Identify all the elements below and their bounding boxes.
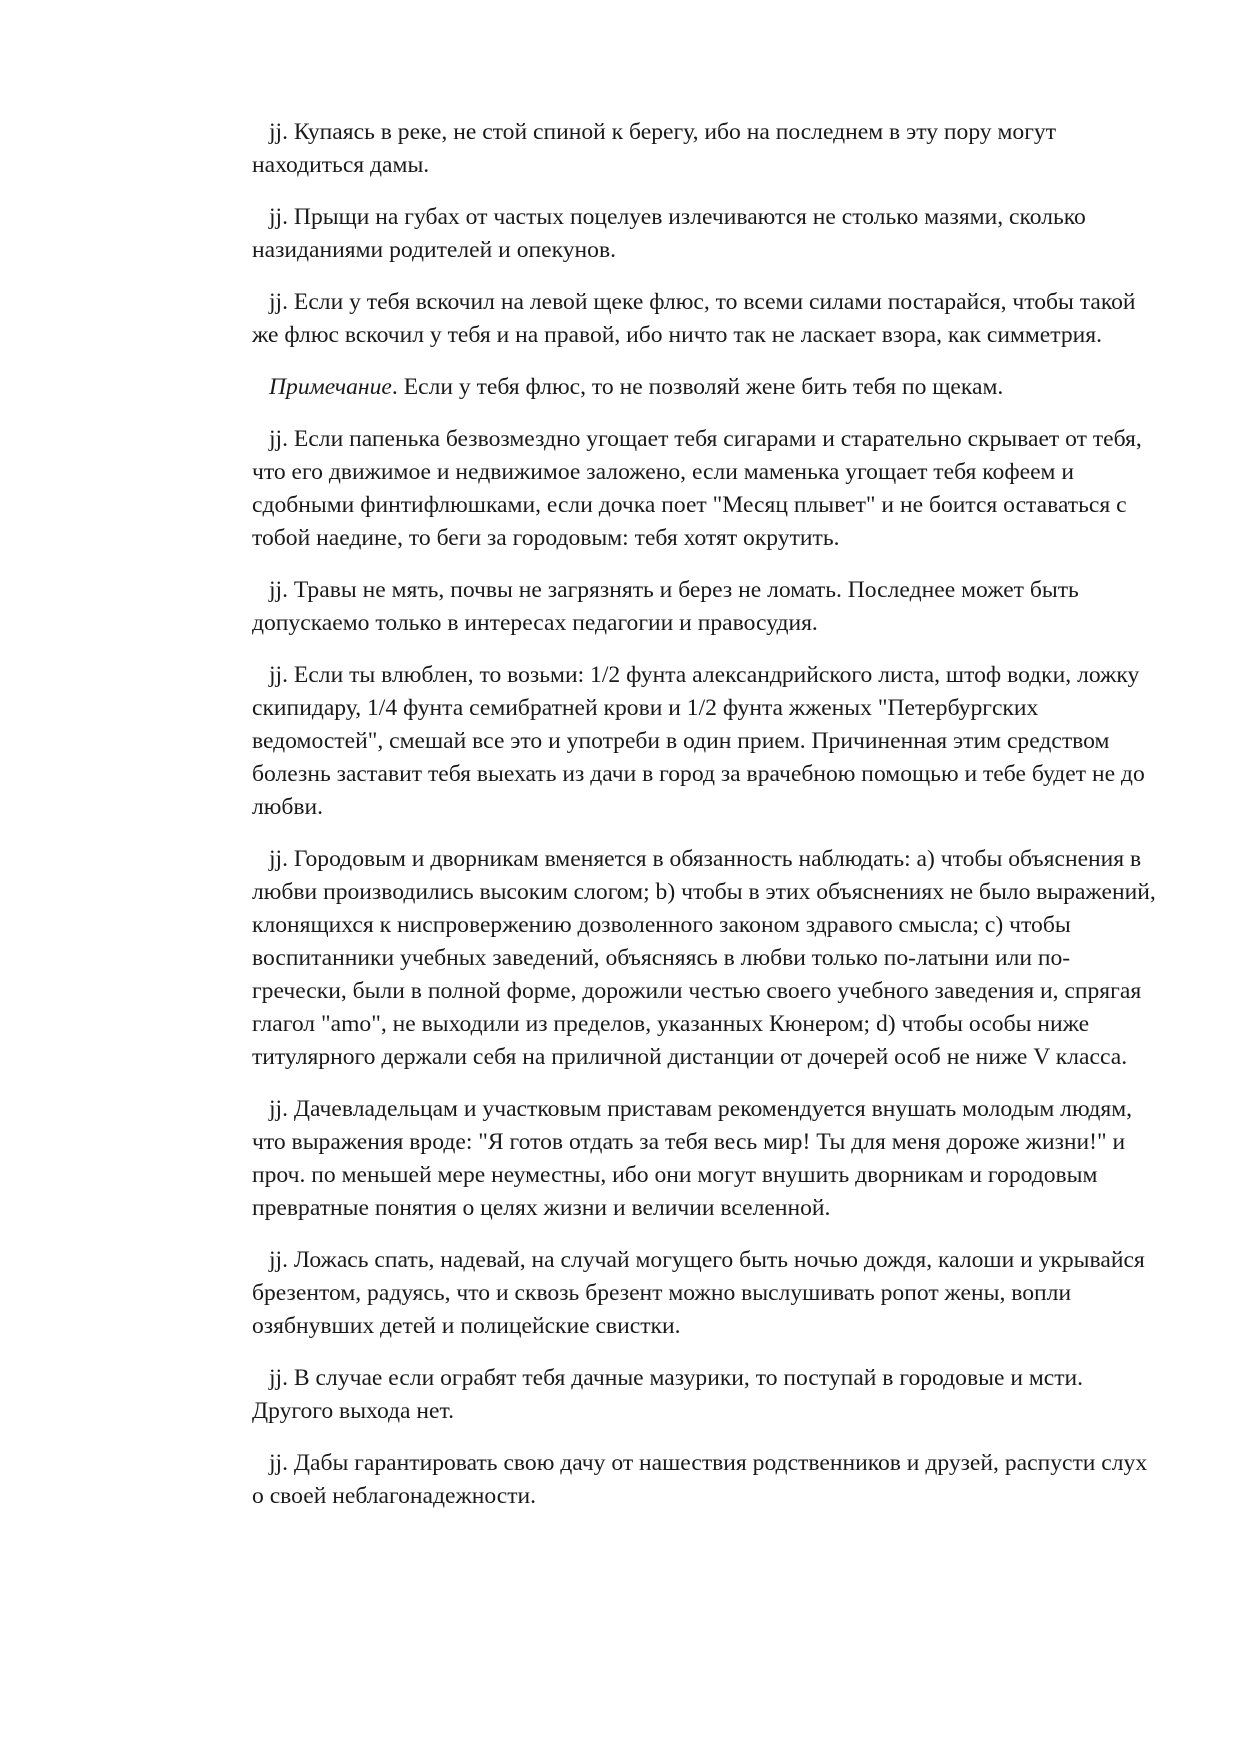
note-label: Примечание [269, 374, 392, 400]
paragraph-text: jj. Прыщи на губах от частых поцелуев излечиваются не столько мазями, сколько назиданиями родителей и опекунов. [252, 204, 1086, 263]
paragraph-text: jj. В случае если ограбят тебя дачные мазурики, то поступай в городовые и мсти. Другого выхода нет. [252, 1365, 1084, 1424]
paragraph-3 [252, 286, 1157, 352]
paragraph-text: jj. Травы не мять, почвы не загрязнять и берез не ломать. Последнее может быть допускаемо только в интересах педагогии и правосудия. [252, 577, 1079, 636]
paragraph-text: jj. Купаясь в реке, не стой спиной к берегу, ибо на последнем в эту пору могут находиться дамы. [252, 119, 1057, 178]
paragraph-7 [252, 659, 1157, 824]
paragraph-text: jj. Если папенька безвозмездно угощает тебя сигарами и старательно скрывает от тебя, что его движимое и недвижимое заложено, если маменька угощает тебя кофеем и сдобными финтифлюшками, если дочка поет "Месяц плывет" и не боится оставаться с тобой наедине, то беги за городовым: тебя хотят окрутить. [252, 426, 1142, 551]
paragraph-9 [252, 1093, 1157, 1225]
paragraph-text: jj. Если ты влюблен, то возьми: 1/2 фунта александрийского листа, штоф водки, ложку скипидару, 1/4 фунта семибратней крови и 1/2 фунта жженых "Петербургских ведомостей", смешай все это и употреби в один прием. Причиненная этим средством болезнь заставит тебя выехать из дачи в город за врачебною помощью и тебе будет не до любви. [252, 662, 1145, 820]
paragraph-5 [252, 423, 1157, 555]
paragraph-text: jj. Если у тебя вскочил на левой щеке флюс, то всеми силами постарайся, чтобы такой же флюс вскочил у тебя и на правой, ибо ничто так не ласкает взора, как симметрия. [252, 289, 1136, 348]
paragraph-12 [252, 1447, 1157, 1513]
paragraph-1 [252, 116, 1157, 182]
paragraph-text: jj. Городовым и дворникам вменяется в обязанность наблюдать: a) чтобы объяснения в любви производились высоким слогом; b) чтобы в этих объяснениях не было выражений, клонящихся к ниспровержению дозволенного законом здравого смысла; c) чтобы воспитанники учебных заведений, объясняясь в любви только по-латыни или по-гречески, были в полной форме, дорожили честью своего учебного заведения и, спрягая глагол "amo", не выходили из пределов, указанных Кюнером; d) чтобы особы ниже титулярного держали себя на приличной дистанции от дочерей особ не ниже V класса. [252, 846, 1156, 1070]
paragraph-6 [252, 574, 1157, 640]
body-text [252, 116, 1157, 1532]
paragraph-text: jj. Дабы гарантировать свою дачу от нашествия родственников и друзей, распусти слух о своей неблагонадежности. [252, 1450, 1148, 1509]
paragraph-text: jj. Ложась спать, надевай, на случай могущего быть ночью дождя, калоши и укрывайся брезентом, радуясь, что и сквозь брезент можно выслушивать ропот жены, вопли озябнувших детей и полицейские свистки. [252, 1247, 1145, 1339]
paragraph-10 [252, 1244, 1157, 1343]
paragraph-text: jj. Дачевладельцам и участковым приставам рекомендуется внушать молодым людям, что выражения вроде: "Я готов отдать за тебя весь мир! Ты для меня дороже жизни!" и проч. по меньшей мере неуместны, ибо они могут внушить дворникам и городовым превратные понятия о целях жизни и величии вселенной. [252, 1096, 1133, 1221]
note-paragraph [252, 371, 1157, 404]
paragraph-text: . Если у тебя флюс, то не позволяй жене бить тебя по щекам. [391, 374, 1004, 400]
paragraph-8 [252, 843, 1157, 1074]
paragraph-11 [252, 1362, 1157, 1428]
paragraph-2 [252, 201, 1157, 267]
